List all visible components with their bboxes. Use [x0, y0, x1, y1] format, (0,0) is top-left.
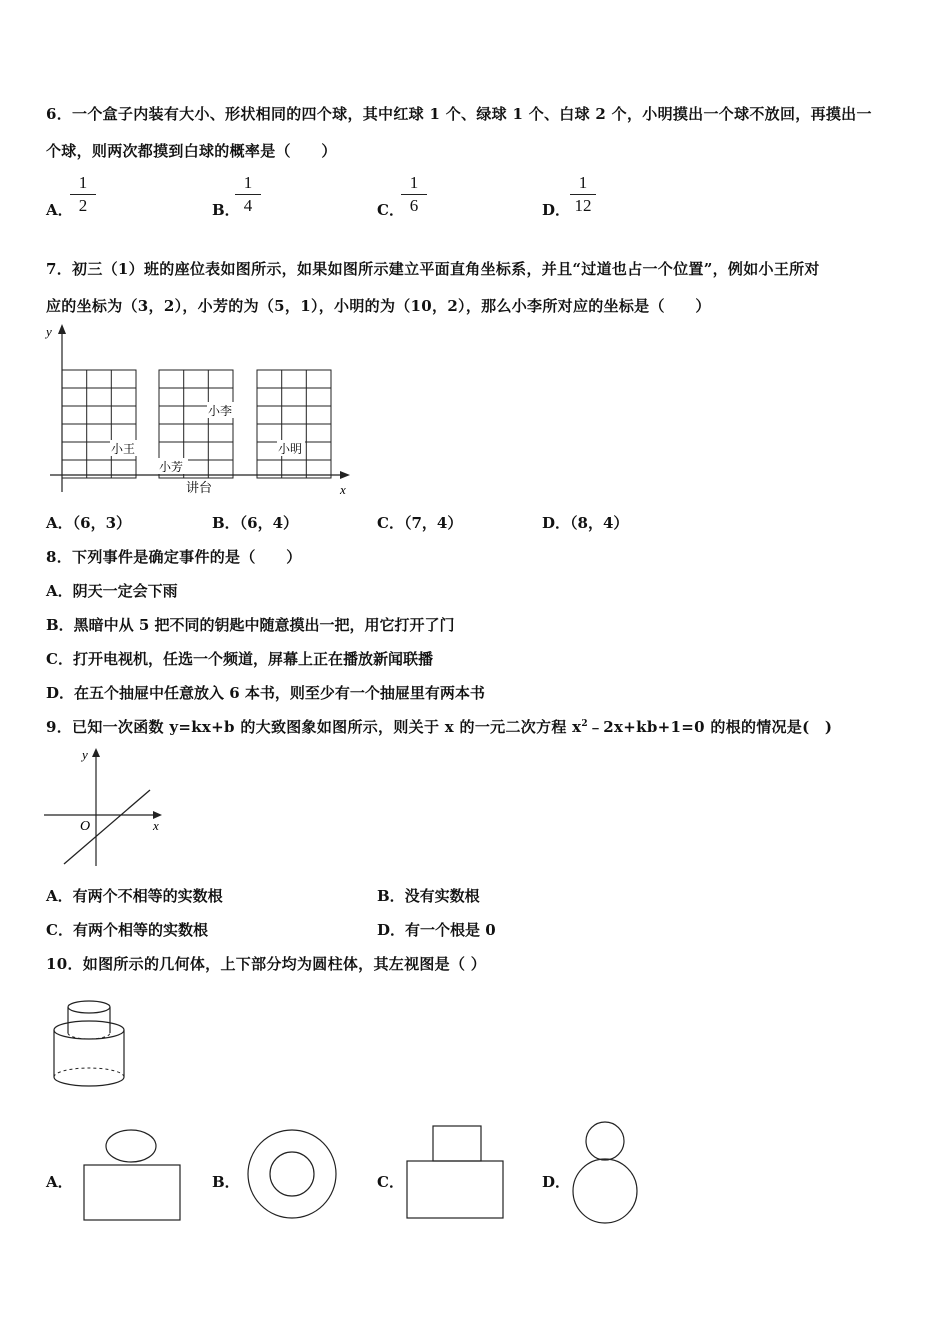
label-xiaoli: 小李 [208, 404, 233, 418]
q10-stem: 10．如图所示的几何体，上下部分均为圆柱体，其左视图是（ ） [46, 955, 487, 973]
q6-option-c-label[interactable]: C． [377, 201, 404, 219]
label-xiaowang: 小王 [111, 442, 136, 456]
seating-chart-figure [40, 320, 360, 500]
x-axis-label: x [340, 482, 346, 497]
q8-option-a[interactable]: A．阴天一定会下雨 [46, 582, 178, 600]
q6-option-d-label[interactable]: D． [542, 201, 571, 219]
q6-option-a-fraction: $\frac{1}{2}$ [70, 173, 96, 216]
label-xiaofang: 小芳 [159, 460, 184, 474]
q10-option-d[interactable]: D． [542, 1173, 571, 1191]
label-xiaoming: 小明 [278, 442, 303, 456]
q8-option-b[interactable]: B．黑暗中从 5 把不同的钥匙中随意摸出一把，用它打开了门 [46, 616, 455, 634]
q6-option-b-fraction: $\frac{1}{4}$ [235, 173, 261, 216]
q7-option-a[interactable]: A．（6，3） [46, 514, 132, 532]
q7-stem-line2: 应的坐标为（3，2），小芳的为（5，1），小明的为（10，2），那么小李所对应的坐标是（ ） [46, 297, 711, 315]
y-axis-label: y [82, 747, 88, 762]
q9-option-c[interactable]: C．有两个相等的实数根 [46, 921, 208, 939]
q7-option-d[interactable]: D．（8，4） [542, 514, 629, 532]
q10-option-c-figure[interactable] [404, 1124, 506, 1224]
q9-option-b[interactable]: B．没有实数根 [377, 887, 480, 905]
y-axis-arrow-icon [58, 324, 66, 334]
q10-option-a[interactable]: A． [46, 1173, 73, 1191]
label-podium: 讲台 [186, 481, 213, 496]
q6-option-a-label[interactable]: A． [46, 201, 73, 219]
q10-option-a-figure[interactable] [80, 1126, 184, 1224]
q6-option-b-label[interactable]: B． [212, 201, 240, 219]
function-line [64, 790, 150, 864]
q10-option-d-figure[interactable] [570, 1120, 640, 1228]
q10-option-b[interactable]: B． [212, 1173, 240, 1191]
linear-function-graph [42, 742, 170, 872]
q9-stem: 9．已知一次函数 y=kx+b 的大致图象如图所示，则关于 x 的一元二次方程 $x^2﹣2x+kb+1=0$ 的根的情况是( ) [46, 718, 833, 736]
q8-stem: 8．下列事件是确定事件的是（ ） [46, 548, 302, 566]
x-axis-arrow-icon [340, 471, 350, 479]
y-axis-label: y [46, 324, 52, 339]
cylinder-solid-figure [48, 993, 132, 1093]
q7-option-c[interactable]: C．（7，4） [377, 514, 463, 532]
q6-stem-line1: 6．一个盒子内装有大小、形状相同的四个球，其中红球 1 个、绿球 1 个、白球 2 个，小明摸出一个球不放回，再摸出一 [46, 105, 872, 123]
origin-label: O [80, 819, 91, 834]
q9-option-a[interactable]: A．有两个不相等的实数根 [46, 887, 223, 905]
seat-grid-left [62, 370, 136, 478]
q10-option-c[interactable]: C． [377, 1173, 404, 1191]
q7-stem-line1: 7．初三（1）班的座位表如图所示，如果如图所示建立平面直角坐标系，并且“过道也占一个位置”，例如小王所对 [46, 260, 820, 278]
q6-stem-line2: 个球，则两次都摸到白球的概率是（ ） [46, 142, 337, 160]
q6-option-d-fraction: $\frac{1}{12}$ [570, 173, 596, 216]
q6-option-c-fraction: $\frac{1}{6}$ [401, 173, 427, 216]
q8-option-d[interactable]: D．在五个抽屉中任意放入 6 本书，则至少有一个抽屉里有两本书 [46, 684, 485, 702]
q10-option-b-figure[interactable] [244, 1126, 340, 1222]
q9-option-d[interactable]: D．有一个根是 0 [377, 921, 496, 939]
seat-grid-right [257, 370, 331, 478]
y-axis-arrow-icon [92, 748, 100, 757]
x-axis-label: x [153, 818, 159, 833]
q8-option-c[interactable]: C．打开电视机，任选一个频道，屏幕上正在播放新闻联播 [46, 650, 433, 668]
q7-option-b[interactable]: B．（6，4） [212, 514, 299, 532]
